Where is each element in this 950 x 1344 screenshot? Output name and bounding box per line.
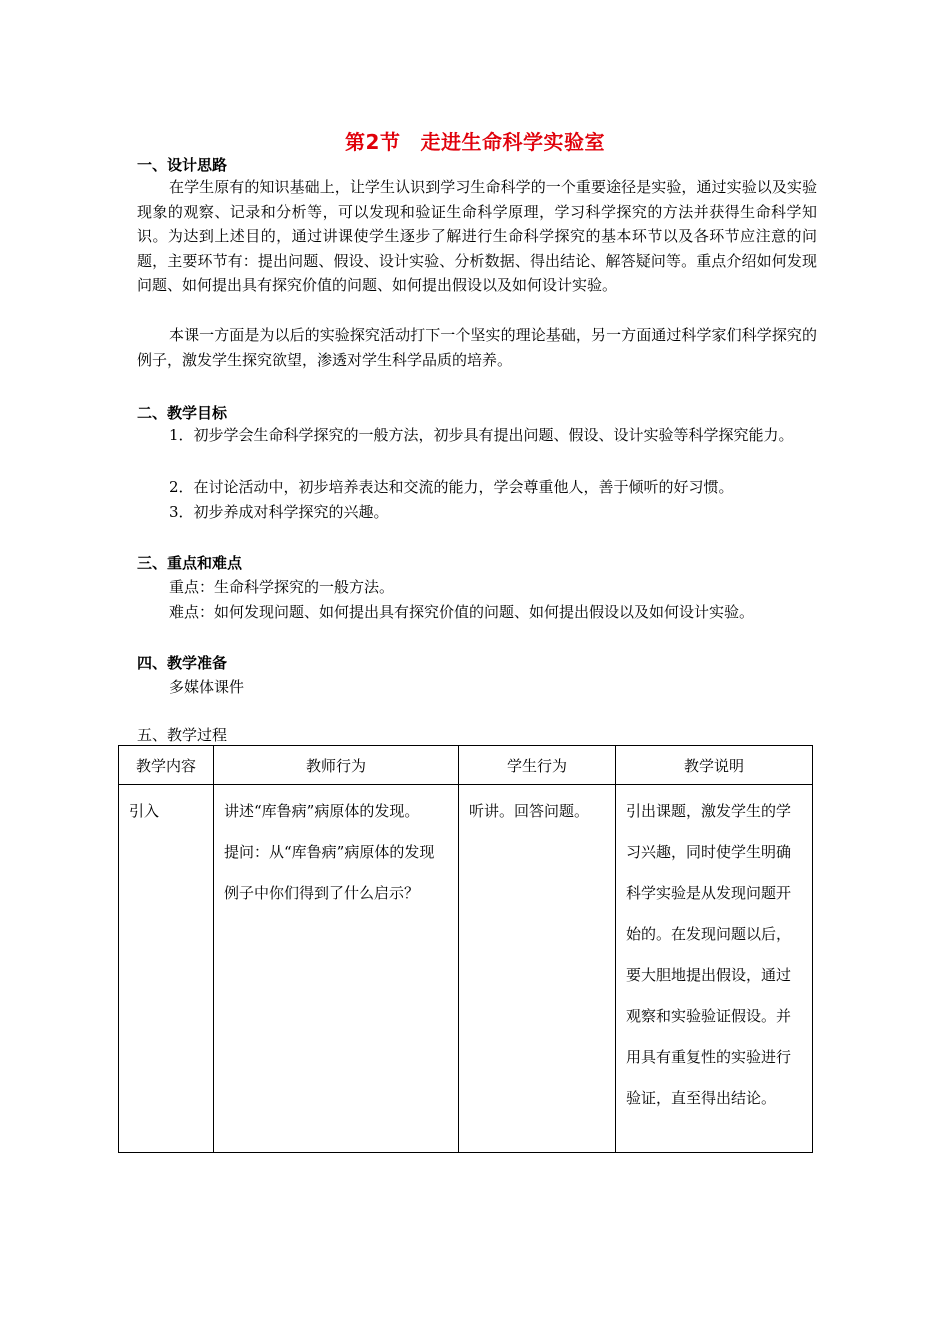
- cell-teacher: 讲述“库鲁病”病原体的发现。 提问：从“库鲁病”病原体的发现例子中你们得到了什么启示？: [214, 785, 459, 1153]
- objective-item-1: 1．初步学会生命科学探究的一般方法，初步具有提出问题、假设、设计实验等科学探究能力。: [169, 426, 794, 444]
- cell-student: 听讲。回答问题。: [459, 785, 616, 1153]
- objective-item-2: 2．在讨论活动中，初步培养表达和交流的能力，学会尊重他人，善于倾听的好习惯。: [169, 478, 734, 496]
- section-title: 走进生命科学实验室: [420, 130, 605, 154]
- heading-process: 五、教学过程: [137, 726, 228, 744]
- heading-design-idea: 一、设计思路: [137, 156, 228, 174]
- column-header: 教学说明: [616, 746, 813, 785]
- objective-item-3: 3．初步养成对科学探究的兴趣。: [169, 503, 389, 521]
- heading-key-points: 三、重点和难点: [137, 554, 243, 572]
- page-title: [0, 126, 950, 155]
- heading-preparation: 四、教学准备: [137, 654, 228, 672]
- preparation-text: 多媒体课件: [169, 678, 245, 696]
- column-header: 学生行为: [459, 746, 616, 785]
- key-point: 重点：生命科学探究的一般方法。: [169, 578, 395, 596]
- difficult-point: 难点：如何发现问题、如何提出具有探究价值的问题、如何提出假设以及如何设计实验。: [169, 603, 755, 621]
- cell-note: 引出课题，激发学生的学习兴趣，同时使学生明确科学实验是从发现问题开始的。在发现问题以后，要大胆地提出假设，通过观察和实验验证假设。并用具有重复性的实验进行验证，直至得出结论。: [616, 785, 813, 1153]
- heading-objectives: 二、教学目标: [137, 404, 228, 422]
- cell-content: 引入: [119, 785, 214, 1153]
- table-row: [119, 785, 813, 1153]
- section-number: 第2节: [345, 130, 401, 154]
- design-paragraph-1: 在学生原有的知识基础上，让学生认识到学习生命科学的一个重要途径是实验，通过实验以及实验现象的观察、记录和分析等，可以发现和验证生命科学原理，学习科学探究的方法并获得生命科学知识。为达到上述目的，通过讲课使学生逐步了解进行生命科学探究的基本环节以及各环节应注意的问题，主要环节有：提出问题、假设、设计实验、分析数据、得出结论、解答疑问等。重点介绍如何发现问题、如何提出具有探究价值的问题、如何提出假设以及如何设计实验。: [137, 178, 817, 294]
- column-header: 教学内容: [119, 746, 214, 785]
- column-header: 教师行为: [214, 746, 459, 785]
- table-header-row: [119, 746, 813, 785]
- design-paragraph-2: 本课一方面是为以后的实验探究活动打下一个坚实的理论基础，另一方面通过科学家们科学探究的例子，激发学生探究欲望，渗透对学生科学品质的培养。: [137, 326, 817, 369]
- process-table: [118, 745, 813, 1153]
